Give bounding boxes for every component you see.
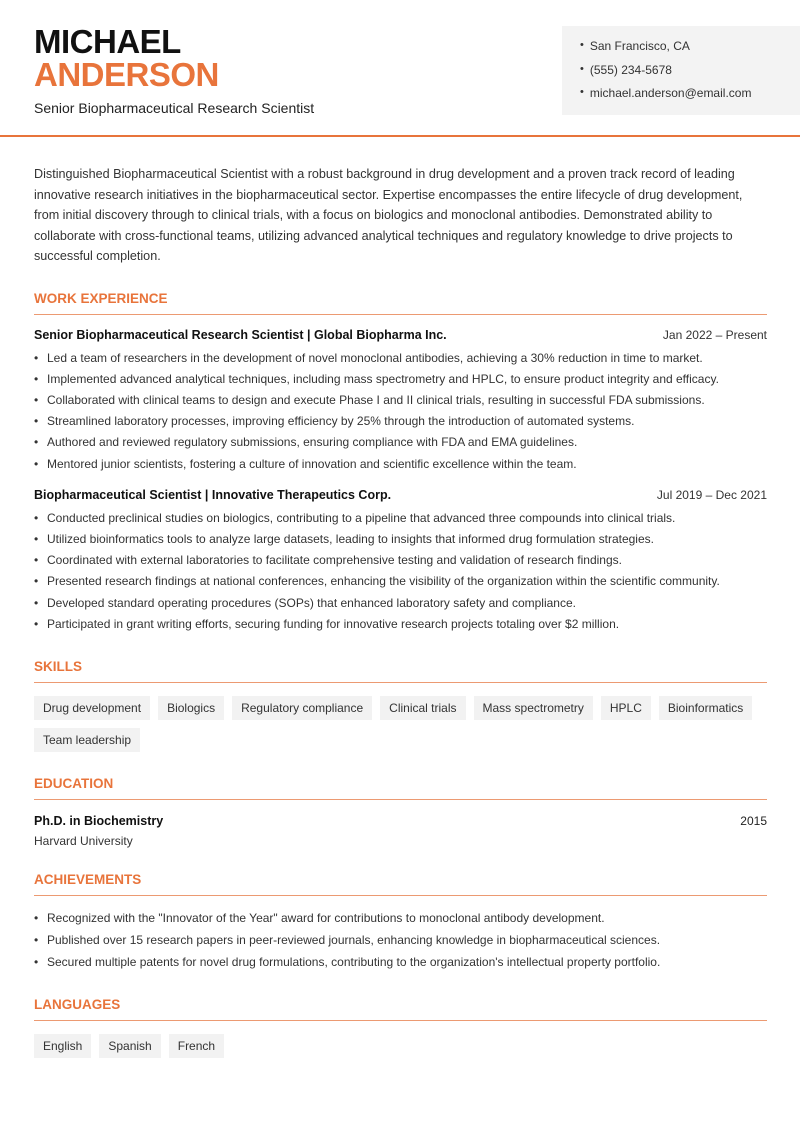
school: Harvard University <box>34 833 133 848</box>
skill-tag: Biologics <box>158 696 224 720</box>
skill-tag: Mass spectrometry <box>474 696 593 720</box>
job-dates: Jan 2022 – Present <box>662 327 767 342</box>
job-bullet: • Streamlined laboratory processes, improving efficiency by 25% through the introduction of automated systems. <box>34 411 767 432</box>
language-tag: French <box>169 1034 224 1058</box>
contact-phone: • (555) 234-5678 <box>580 63 800 87</box>
first-name: MICHAEL <box>34 23 181 60</box>
skill-tag: Regulatory compliance <box>232 696 372 720</box>
section-heading-achievements: ACHIEVEMENTS <box>34 872 767 896</box>
job-header <box>34 488 767 502</box>
job-bullet: • Developed standard operating procedures (SOPs) that enhanced laboratory safety and compliance. <box>34 593 767 614</box>
degree: Ph.D. in Biochemistry <box>34 813 164 828</box>
job-bullet: • Led a team of researchers in the development of novel monoclonal antibodies, achieving a 30% reduction in time to market. <box>34 348 767 369</box>
skill-tag: HPLC <box>601 696 651 720</box>
skill-tag: Team leadership <box>34 728 140 752</box>
contact-location: • San Francisco, CA <box>580 39 800 63</box>
job-bullet: • Collaborated with clinical teams to design and execute Phase I and II clinical trials, resulting in successful FDA submissions. <box>34 390 767 411</box>
job-bullet: • Coordinated with external laboratories to facilitate comprehensive testing and validation of research findings. <box>34 550 767 571</box>
section-heading-skills: SKILLS <box>34 659 767 683</box>
language-tag: English <box>34 1034 91 1058</box>
job-bullet: • Mentored junior scientists, fostering a culture of innovation and scientific excellence within the team. <box>34 454 767 475</box>
job-role: Biopharmaceutical Scientist | Innovative Therapeutics Corp. <box>34 487 392 502</box>
section-heading-languages: LANGUAGES <box>34 997 767 1021</box>
section-heading-education: EDUCATION <box>34 776 767 800</box>
job-bullet: • Presented research findings at national conferences, enhancing the visibility of the organization within the scientific community. <box>34 571 767 592</box>
achievement-item: • Recognized with the "Innovator of the Year" award for contributions to monoclonal antibody development. <box>34 907 767 929</box>
job-bullet: • Conducted preclinical studies on biologics, contributing to a pipeline that advanced three compounds into clinical trials. <box>34 508 767 529</box>
achievement-item: • Secured multiple patents for novel drug formulations, contributing to the organization's intellectual property portfolio. <box>34 951 767 973</box>
language-tag: Spanish <box>99 1034 160 1058</box>
job-title: Senior Biopharmaceutical Research Scientist <box>34 100 315 116</box>
contact-box <box>562 26 800 115</box>
last-name: ANDERSON <box>34 56 219 93</box>
contact-email[interactable]: • michael.anderson@email.com <box>580 86 800 110</box>
job-bullets <box>34 508 767 635</box>
job-dates: Jul 2019 – Dec 2021 <box>656 487 767 502</box>
job-header <box>34 328 767 342</box>
skill-tag: Drug development <box>34 696 150 720</box>
job-bullets <box>34 348 767 475</box>
job-bullet: • Utilized bioinformatics tools to analyze large datasets, leading to insights that informed drug formulation strategies. <box>34 529 767 550</box>
skill-tag: Bioinformatics <box>659 696 752 720</box>
job-role: Senior Biopharmaceutical Research Scientist | Global Biopharma Inc. <box>34 327 447 342</box>
job-bullet: • Implemented advanced analytical techniques, including mass spectrometry and HPLC, to ensure product integrity and efficacy. <box>34 369 767 390</box>
skill-tag: Clinical trials <box>380 696 465 720</box>
job-bullet: • Authored and reviewed regulatory submissions, ensuring compliance with FDA and EMA guidelines. <box>34 432 767 453</box>
section-heading-work: WORK EXPERIENCE <box>34 291 767 315</box>
job-bullet: • Participated in grant writing efforts, securing funding for innovative research projects totaling over $2 million. <box>34 614 767 635</box>
summary: Distinguished Biopharmaceutical Scientist with a robust background in drug development and a proven track record of leading innovative research initiatives in the biopharmaceutical sector. Expertise encompasses the entire lifecycle of drug development, from initial discovery through to clinical trials, with a focus on biologics and monoclonal antibodies. Demonstrated ability to collaborate with cross-functional teams, utilizing advanced analytical techniques and regulatory knowledge to drive projects to successful completion. <box>34 167 743 263</box>
education-year: 2015 <box>740 813 767 828</box>
achievement-item: • Published over 15 research papers in peer-reviewed journals, enhancing knowledge in biopharmaceutical sciences. <box>34 929 767 951</box>
resume-header <box>0 0 800 137</box>
